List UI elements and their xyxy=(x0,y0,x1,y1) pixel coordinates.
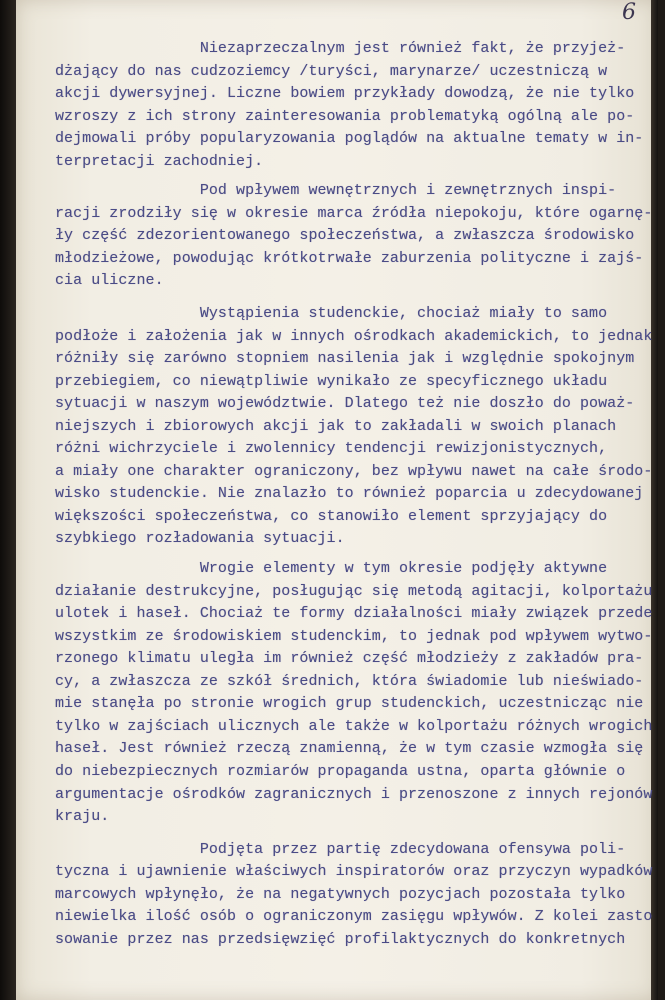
text-line: działanie destrukcyjne, posługując się metodą agitacji, kolportażu xyxy=(55,582,653,600)
text-line: Podjęta przez partię zdecydowana ofensywa poli- xyxy=(55,840,626,858)
text-line: akcji dywersyjnej. Liczne bowiem przykłady dowodzą, że nie tylko xyxy=(55,85,635,103)
text-line: tyczna i ujawnienie właściwych inspiratorów oraz przyczyn wypadków xyxy=(55,863,653,881)
text-line: młodzieżowe, powodując krótkotrwałe zaburzenia polityczne i zajś- xyxy=(55,249,644,267)
text-line: ły część zdezorientowanego społeczeństwa, a zwłaszcza środowisko xyxy=(55,227,635,245)
text-line: tylko w zajściach ulicznych ale także w kolportażu różnych wrogich xyxy=(55,717,653,735)
text-line: Niezaprzeczalnym jest również fakt, że przyjeż- xyxy=(55,40,626,57)
paragraph-5 xyxy=(55,839,658,952)
text-line: wzroszy z ich strony zainteresowania problematyką ogólną ale po- xyxy=(55,107,635,125)
text-line: argumentacje ośrodków zagranicznych i przenoszone z innych rejonów xyxy=(55,785,653,803)
text-line: terpretacji zachodniej. xyxy=(55,152,264,170)
page-number: 6 xyxy=(622,0,636,25)
paragraph-1 xyxy=(55,38,658,173)
text-line: Pod wpływem wewnętrznych i zewnętrznych inspi- xyxy=(55,182,617,200)
text-line: ulotek i haseł. Chociaż te formy działalności miały związek przede xyxy=(55,605,653,623)
text-line: sytuacji w naszym województwie. Dlatego też nie doszło do poważ- xyxy=(55,395,635,413)
text-line: wszystkim ze środowiskiem studenckim, to jednak pod wpływem wytwo- xyxy=(55,627,653,645)
text-line: haseł. Jest również rzeczą znamienną, że w tym czasie wzmogła się xyxy=(55,740,644,758)
text-line: różniły się zarówno stopniem nasilenia jak i względnie spokojnym xyxy=(55,350,635,368)
text-line: rzonego klimatu uległa im również część młodzieży z zakładów pra- xyxy=(55,650,644,668)
text-line: dżający do nas cudzoziemcy /turyści, marynarze/ uczestniczą w xyxy=(55,62,608,80)
text-line: cy, a zwłaszcza ze szkół średnich, która świadomie lub nieświado- xyxy=(55,672,644,690)
text-line: marcowych wpłynęło, że na negatywnych pozycjach pozostała tylko xyxy=(55,885,626,903)
text-line: do niebezpiecznych rozmiarów propaganda ustna, oparta głównie o xyxy=(55,762,626,780)
text-line: dejmowali próby popularyzowania poglądów na aktualne tematy w in- xyxy=(55,130,644,148)
text-line: sowanie przez nas przedsięwzięć profilaktycznych do konkretnych xyxy=(55,930,626,948)
text-line: mie stanęła po stronie wrogich grup studenckich, uczestnicząc nie xyxy=(55,695,644,713)
typed-text-body xyxy=(55,38,658,951)
scan-edge-left xyxy=(0,0,16,1000)
text-line: przebiegiem, co niewątpliwie wynikało ze specyficznego układu xyxy=(55,372,608,390)
text-line: większości społeczeństwa, co stanowiło element sprzyjający do xyxy=(55,507,608,525)
document-page xyxy=(16,0,658,1000)
text-line: a miały one charakter ograniczony, bez wpływu nawet na całe środo- xyxy=(55,462,653,480)
text-line: kraju. xyxy=(55,808,110,826)
text-line: niewielka ilość osób o ograniczonym zasięgu wpływów. Z kolei zasto xyxy=(55,908,653,926)
text-line: Wrogie elementy w tym okresie podjęły aktywne xyxy=(55,560,608,578)
text-line: podłoże i założenia jak w innych ośrodkach akademickich, to jednak xyxy=(55,327,653,345)
text-line: cia uliczne. xyxy=(55,272,164,290)
text-line: Wystąpienia studenckie, chociaż miały to samo xyxy=(55,305,608,323)
text-line: racji zrodziły się w okresie marca źródła niepokoju, które ogarnę- xyxy=(55,204,653,222)
text-line: wisko studenckie. Nie znalazło to również poparcia u zdecydowanej xyxy=(55,485,644,503)
text-line: różni wichrzyciele i zwolennicy tendencji rewizjonistycznych, xyxy=(55,440,608,458)
paragraph-3 xyxy=(55,303,658,551)
text-line: niejszych i zbiorowych akcji jak to zakładali w swoich planach xyxy=(55,417,617,435)
paragraph-2 xyxy=(55,180,658,293)
text-line: szybkiego rozładowania sytuacji. xyxy=(55,530,345,548)
paragraph-4 xyxy=(55,558,658,829)
